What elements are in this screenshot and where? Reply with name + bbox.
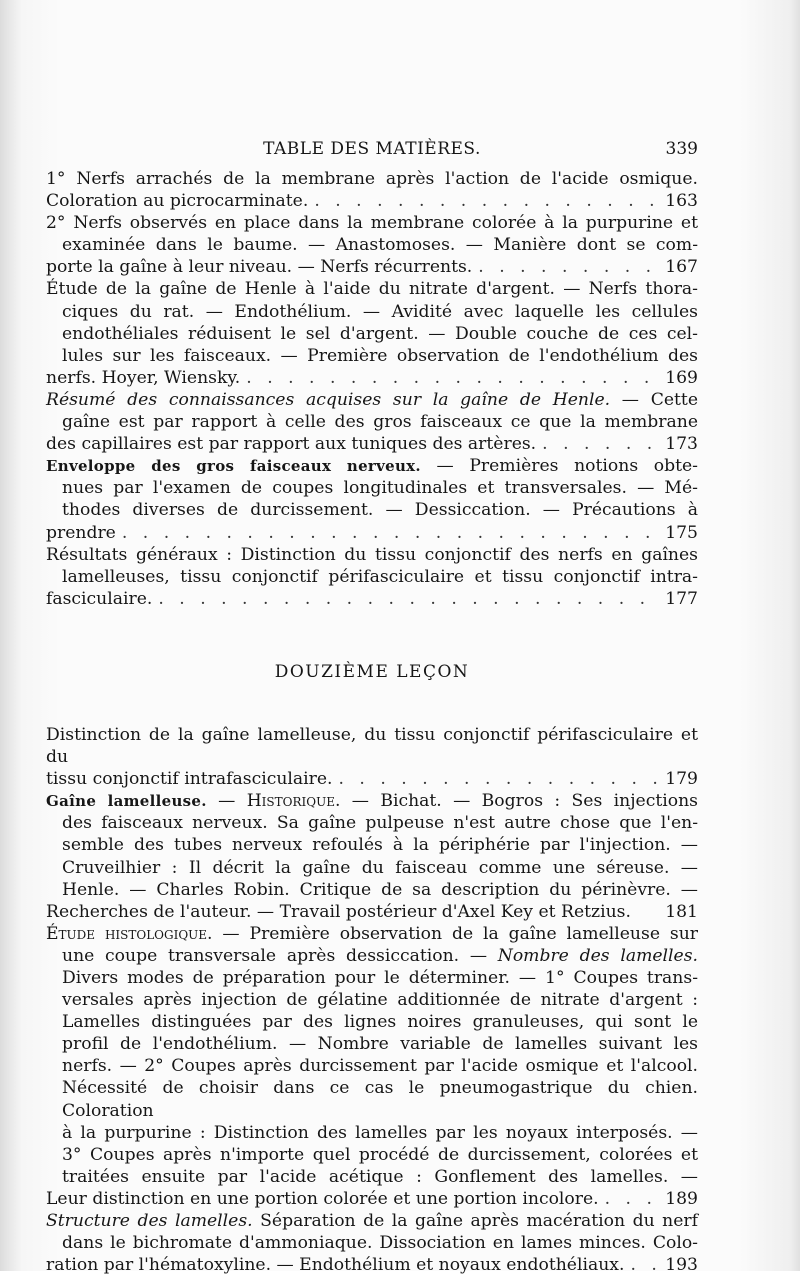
- toc-entry-smallcaps-heading: Étude histologique.: [46, 923, 213, 944]
- toc-page-number: 169: [665, 367, 698, 388]
- toc-entry-bold-heading: Enveloppe des gros faisceaux nerveux.: [46, 457, 421, 476]
- toc-entry-line: nues par l'examen de coupes longitudinales et transversales. — Mé-: [62, 478, 698, 499]
- toc-entry-line: ciques du rat. — Endothélium. — Avidité avec laquelle les cellules: [62, 301, 698, 322]
- toc-entry-line: lules sur les faisceaux. — Première observation de l'endothélium des: [62, 345, 698, 366]
- toc-entry-text: — Première observation de la gaîne lamelleuse sur: [212, 923, 698, 944]
- toc-entry-line: [46, 389, 698, 411]
- toc-page-number: 167: [665, 257, 698, 278]
- dot-leader: [122, 522, 659, 544]
- toc-entry-line: versales après injection de gélatine additionnée de nitrate d'argent :: [62, 990, 698, 1011]
- section-title: DOUZIÈME LEÇON: [274, 661, 470, 682]
- toc-entry-line: gaîne est par rapport à celle des gros faisceaux ce que la membrane: [62, 412, 698, 433]
- toc-entry-italic-heading: Nombre des lamelles.: [497, 945, 698, 966]
- dot-leader: [158, 588, 659, 610]
- toc-entry-line: examinée dans le baume. — Anastomoses. — Manière dont se com-: [62, 235, 698, 256]
- toc-entry-bold-heading: Gaîne lamelleuse.: [46, 792, 207, 811]
- toc-entry-line: 3° Coupes après n'importe quel procédé de durcissement, colorées et: [62, 1144, 698, 1165]
- toc-entry-line: traitées ensuite par l'acide acétique : Gonflement des lamelles. —: [62, 1166, 698, 1187]
- dot-leader: [630, 1254, 659, 1276]
- dot-leader: [339, 768, 660, 790]
- toc-entry-line: lamelleuses, tissu conjonctif périfasciculaire et tissu conjonctif intra-: [62, 566, 698, 587]
- dot-leader: [478, 256, 659, 278]
- toc-entry: [46, 212, 698, 278]
- toc-entry-line: Gaîne lamelleuse. — Historique. — Bichat. — Bogros : Ses injections: [46, 791, 698, 812]
- toc-entry-text: Recherches de l'auteur. — Travail postérieur d'Axel Key et Retzius.: [46, 901, 631, 922]
- toc-entry-smallcaps-heading: Historique.: [246, 791, 341, 812]
- toc-entry-last-line: [46, 1188, 698, 1210]
- toc-entry-line: endothéliales réduisent le sel d'argent. — Double couche de ces cel-: [62, 323, 698, 344]
- toc-page-number: 179: [665, 769, 698, 790]
- dot-leader: [246, 367, 659, 389]
- toc-entry-line: [46, 945, 698, 967]
- toc-entry-text: nerfs. Hoyer, Wiensky.: [46, 367, 241, 388]
- toc-page-number: 173: [665, 434, 698, 455]
- running-head-title: TABLE DES MATIÈRES.: [263, 139, 481, 159]
- dot-leader: [314, 190, 659, 212]
- toc-entry-text: une coupe transversale après dessiccation. —: [62, 945, 498, 966]
- toc-entry-last-line: [46, 1254, 698, 1276]
- dot-leader: [542, 433, 659, 455]
- toc-entry: [46, 790, 698, 923]
- toc-entry-line: des faisceaux nerveux. Sa gaîne pulpeuse n'est autre chose que l'en-: [62, 813, 698, 834]
- toc-entry-line: 2° Nerfs observés en place dans la membrane colorée à la purpurine et: [46, 213, 698, 234]
- toc-entry-line: profil de l'endothélium. — Nombre variable de lamelles suivant les: [62, 1034, 698, 1055]
- toc-entry-line: Divers modes de préparation pour le déterminer. — 1° Coupes trans-: [62, 968, 698, 988]
- toc-entry-text: — Premières notions obte-: [420, 456, 698, 477]
- toc-entry-text: — Bichat. — Bogros : Ses injections: [340, 791, 698, 812]
- toc-entry-last-line: [46, 256, 698, 278]
- toc-entry-text: Séparation de la gaîne après macération du nerf: [252, 1211, 698, 1232]
- toc-entry-last-line: [46, 522, 698, 544]
- toc-entry-last-line: [46, 190, 698, 212]
- toc-entry-text: fasciculaire.: [46, 588, 153, 609]
- running-head: [46, 138, 698, 160]
- toc-page-number: 193: [665, 1255, 698, 1276]
- toc-entry-text: — Cette: [610, 389, 698, 410]
- toc-entry-line: semble des tubes nerveux refoulés à la périphérie par l'injection. —: [62, 835, 698, 856]
- toc-entry-text: Leur distinction en une portion colorée et une portion incolore.: [46, 1188, 599, 1209]
- toc-entry: [46, 724, 698, 790]
- toc-entry-last-line: [46, 588, 698, 610]
- toc-entry-last-line: [46, 433, 698, 455]
- toc-entry-text: Coloration au picrocarminate.: [46, 191, 309, 212]
- toc-entry-line: dans le bichromate d'ammoniaque. Dissociation en lames minces. Colo-: [62, 1233, 698, 1254]
- toc-entry-line: [46, 923, 698, 945]
- toc-page-number: 175: [665, 522, 698, 543]
- toc-entry-line: Lamelles distinguées par des lignes noires granuleuses, qui sont le: [62, 1012, 698, 1033]
- toc-entry: [46, 1210, 698, 1276]
- page-content: [46, 138, 698, 1276]
- toc-entry-line: Nécessité de choisir dans ce cas le pneumogastrique du chien. Coloration: [62, 1078, 698, 1121]
- toc-page-number: 163: [665, 191, 698, 212]
- toc-entry-line: thodes diverses de durcissement. — Dessiccation. — Précautions à: [62, 500, 698, 521]
- running-head-page-number: 339: [665, 139, 698, 159]
- toc-entry-italic-heading: Structure des lamelles.: [46, 1211, 253, 1232]
- toc-entry: [46, 168, 698, 212]
- toc-entry-text: des capillaires est par rapport aux tuniques des artères.: [46, 434, 537, 455]
- toc-entry-line: Résultats généraux : Distinction du tissu conjonctif des nerfs en gaînes: [46, 544, 698, 565]
- toc-entry-text: porte la gaîne à leur niveau. — Nerfs récurrents.: [46, 257, 473, 278]
- toc-entry-line: 1° Nerfs arrachés de la membrane après l'action de l'acide osmique.: [46, 169, 698, 189]
- toc-entry-line: Distinction de la gaîne lamelleuse, du tissu conjonctif périfasciculaire et du: [46, 724, 698, 768]
- toc-entry-last-line: [46, 768, 698, 790]
- toc-entry-italic-heading: Résumé des connaissances acquises sur la gaîne de Henle.: [46, 389, 611, 410]
- toc-entry-line: à la purpurine : Distinction des lamelles par les noyaux interposés. —: [62, 1122, 698, 1143]
- toc-entry-line: nerfs. — 2° Coupes après durcissement par l'acide osmique et l'alcool.: [62, 1056, 698, 1077]
- toc-entry: [46, 544, 698, 610]
- toc-entry-line: Cruveilhier : Il décrit la gaîne du faisceau comme une séreuse. —: [62, 857, 698, 878]
- toc-entry-line: [46, 1210, 698, 1232]
- toc-entry-text: ration par l'hématoxyline. — Endothélium et noyaux endothéliaux.: [46, 1255, 625, 1276]
- toc-entry: [46, 923, 698, 1210]
- toc-page-number: 181: [665, 901, 698, 922]
- toc-entry-line: [46, 455, 698, 477]
- toc-entry-last-line: [46, 367, 698, 389]
- toc-entry-text: prendre: [46, 522, 116, 543]
- toc-entry-line: Henle. — Charles Robin. Critique de sa description du périnèvre. —: [62, 879, 698, 900]
- toc-entry: [46, 278, 698, 388]
- toc-entry-last-line: [46, 901, 698, 923]
- toc-entry-text: tissu conjonctif intrafasciculaire.: [46, 769, 333, 790]
- toc-page-number: 189: [665, 1188, 698, 1209]
- toc-entry: [46, 389, 698, 455]
- toc-entry-line: Étude de la gaîne de Henle à l'aide du nitrate d'argent. — Nerfs thora-: [46, 279, 698, 300]
- toc-page-number: 177: [665, 588, 698, 609]
- dot-leader: [605, 1188, 660, 1210]
- toc-entry: [46, 455, 698, 543]
